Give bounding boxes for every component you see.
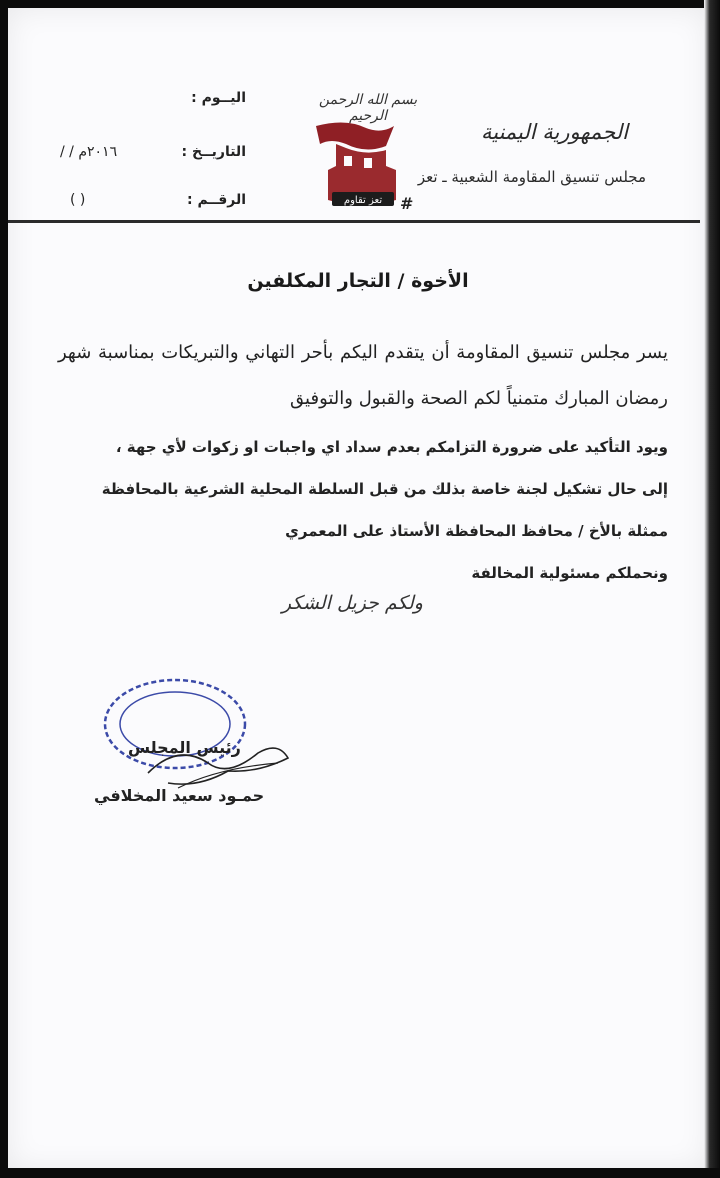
date-value: / / ٢٠١٦م [60, 144, 118, 160]
instruction-line: إلى حال تشكيل لجنة خاصة بذلك من قبل السلطة المحلية الشرعية بالمحافظة [101, 480, 668, 498]
salutation: الأخوة / التجار المكلفين [247, 270, 469, 292]
flag-shape [316, 122, 394, 149]
instruction-paragraph [58, 426, 668, 594]
logo-text: تعز تقاوم [343, 195, 383, 206]
instruction-line: ونحملكم مسئولية المخالفة [471, 564, 668, 582]
letterhead-org-name: الجمهورية اليمنية [480, 120, 628, 144]
scan-border-bottom [0, 1168, 720, 1178]
signature-stroke [148, 748, 288, 784]
greeting-paragraph: يسر مجلس تنسيق المقاومة أن يتقدم اليكم بأحر التهاني والتبريكات بمناسبة شهر رمضان المبارك متمنياً لكم الصحة والقبول والتوفيق [58, 342, 668, 409]
signatory-title: رئيس المجلس [128, 738, 241, 757]
header-divider [8, 220, 700, 223]
letterhead-council-name: مجلس تنسيق المقاومة الشعبية ـ تعز [417, 168, 646, 186]
letter-page [8, 8, 708, 1170]
scan-border-right [704, 0, 720, 1178]
basmala: بسم الله الرحمن الرحيم [318, 92, 418, 124]
number-label: الرقــم : [187, 192, 246, 208]
instruction-line: ممثلة بالأخ / محافظ المحافظة الأستاذ على المعمري [285, 522, 668, 540]
hash-symbol: # [400, 194, 414, 213]
closing-line: ولكم جزيل الشكر [281, 592, 423, 614]
number-value: ( ) [70, 192, 86, 208]
castle-window [364, 158, 372, 168]
signatory-name: حمـود سعيد المخلافي [94, 786, 265, 805]
day-label: اليــوم : [191, 90, 246, 106]
instruction-line: ويود التأكيد على ضرورة التزامكم بعدم سداد اي واجبات او زكوات لأي جهة ، [115, 438, 668, 456]
castle-window [344, 156, 352, 166]
date-label: التاريــخ : [181, 144, 246, 160]
